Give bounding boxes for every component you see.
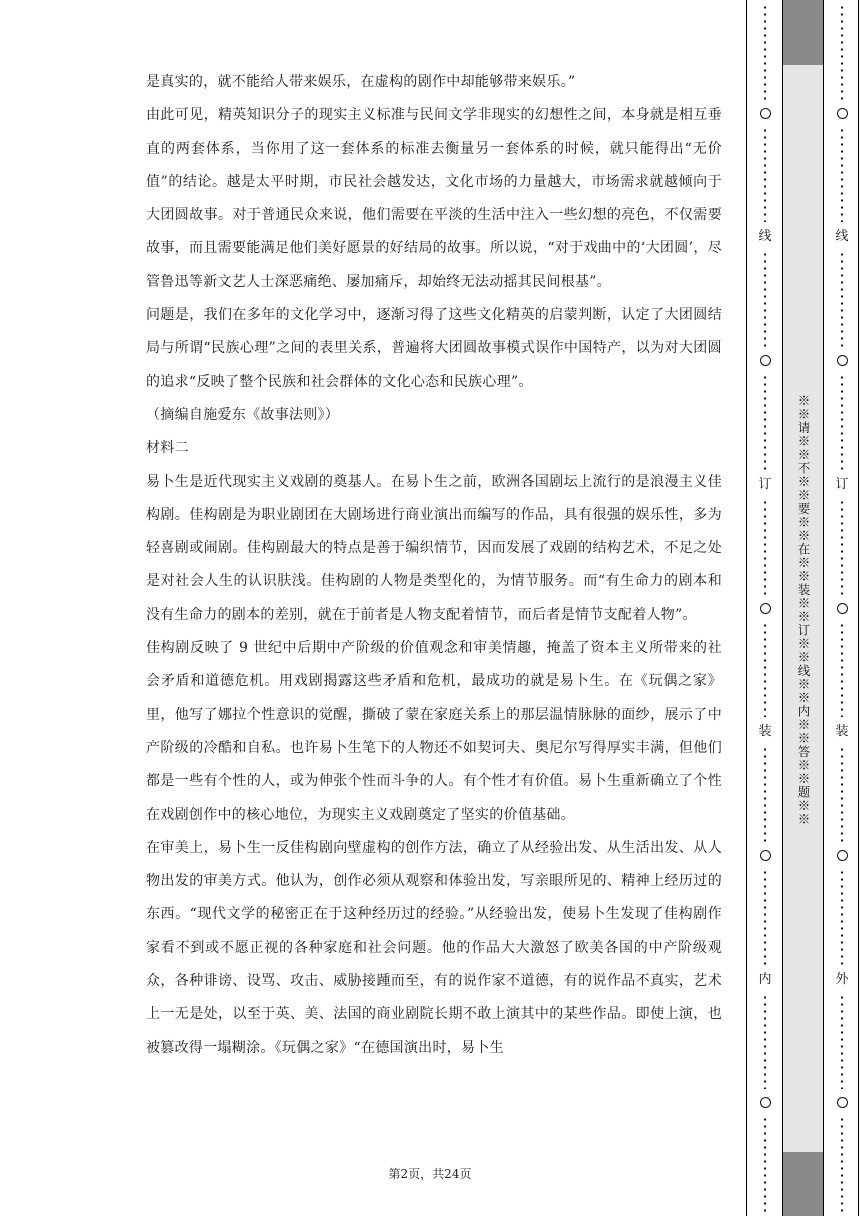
source-citation: （摘编自施爱东《故事法则》）	[146, 406, 340, 423]
binding-char: 装	[835, 724, 849, 740]
binding-line-inner-left	[782, 0, 783, 1216]
outer-binding-column	[833, 0, 851, 1216]
circle-marker	[760, 355, 771, 366]
circle-marker	[837, 355, 848, 366]
gray-block-bottom	[783, 1152, 823, 1216]
binding-char: 装	[758, 724, 772, 740]
binding-line-inner-right	[823, 0, 824, 1216]
inner-binding-column	[756, 0, 774, 1216]
binding-char: 外	[835, 971, 849, 987]
circle-marker	[837, 850, 848, 861]
binding-char: 订	[835, 476, 849, 492]
section-heading-material-2: 材料二	[146, 440, 189, 457]
circle-marker	[837, 108, 848, 119]
circle-marker	[837, 1097, 848, 1108]
gray-block-top	[783, 0, 823, 65]
document-body	[146, 66, 722, 1065]
circle-marker	[760, 108, 771, 119]
paragraph-6: 在审美上，易卜生一反佳构剧向壁虚构的创作方法，确立了从经验出发、从生活出发、从人物出发的审美方式。他认为，创作必须从观察和体验出发，写亲眼所见的、精神上经历过的东西。“现代文学的秘密正在于这种经历过的经验。”从经验出发，使易卜生发现了佳构剧作家看不到或不愿正视的各种家庭和社会问题。他的作品大大激怒了欧美各国的中产阶级观众，各种诽谤、设骂、攻击、威胁接踵而至，有的说作家不道德，有的说作品不真实，艺术上一无是处，以至于英、美、法国的商业剧院长期不敢上演其中的某些作品。即使上演，也被篡改得一塌糊涂。《玩偶之家》“在德国演出时，易卜生	[146, 839, 722, 1056]
binding-warning-text: ※※请※※不※※要※※在※※装※※订※※线※※内※※答※※题※※	[796, 394, 811, 826]
binding-char: 线	[758, 229, 772, 245]
circle-marker	[760, 850, 771, 861]
binding-line-left	[746, 0, 747, 1216]
paragraph-5: 佳构剧反映了 9 世纪中后期中产阶级的价值观念和审美情趣，掩盖了资本主义所带来的社会矛盾和道德危机。用戏剧揭露这些矛盾和危机，最成功的就是易卜生。在《玩偶之家》里，他写了娜拉个性意识的觉醒，撕破了蒙在家庭关系上的那层温情脉脉的面纱，展示了中产阶级的冷酷和自私。也许易卜生笔下的人物还不如契诃夫、奥尼尔写得厚实丰满，但他们都是一些有个性的人，或为伸张个性而斗争的人。有个性才有价值。易卜生重新确立了个性在戏剧创作中的核心地位，为现实主义戏剧奠定了坚实的价值基础。	[146, 640, 722, 823]
circle-marker	[760, 603, 771, 614]
binding-char: 内	[758, 971, 772, 987]
paragraph-3: 问题是，我们在多年的文化学习中，逐渐习得了这些文化精英的启蒙判断，认定了大团圆结局与所谓“民族心理”之间的表里关系，普遍将大团圆故事模式误作中国特产，以为对大团圆的追求“反映了整个民族和社会群体的文化心态和民族心理”。	[146, 307, 722, 390]
paragraph-1: 是真实的，就不能给人带来娱乐，在虚构的剧作中却能够带来娱乐。”	[146, 74, 576, 90]
binding-line-right	[858, 0, 859, 1216]
circle-marker	[760, 1097, 771, 1108]
binding-char: 订	[758, 476, 772, 492]
paragraph-2: 由此可见，精英知识分子的现实主义标准与民间文学非现实的幻想性之间，本身就是相互垂直的两套体系，当你用了这一套体系的标准去衡量另一套体系的时候，就只能得出“无价值”的结论。越是太平时期，市民社会越发达，文化市场的力量越大，市场需求就越倾向于大团圆故事。对于普通民众来说，他们需要在平淡的生活中注入一些幻想的亮色，不仅需要故事，而且需要能满足他们美好愿景的好结局的故事。所以说，“对于戏曲中的‘大团圆’，尽管鲁迅等新文艺人士深恶痛绝、屡加痛斥，却始终无法动摇其民间根基”。	[146, 107, 722, 290]
circle-marker	[837, 603, 848, 614]
page-number: 第2页，共24页	[388, 1167, 472, 1181]
binding-char: 线	[835, 229, 849, 245]
paragraph-4: 易卜生是近代现实主义戏剧的奠基人。在易卜生之前，欧洲各国剧坛上流行的是浪漫主义佳构剧。佳构剧是为职业剧团在大剧场进行商业演出而编写的作品，具有很强的娱乐性，多为轻喜剧或闹剧。佳构剧最大的特点是善于编织情节，因而发展了戏剧的结构艺术，不足之处是对社会人生的认识肤浅。佳构剧的人物是类型化的，为情节服务。而“有生命力的剧本和没有生命力的剧本的差别，就在于前者是人物支配着情节，而后者是情节支配着人物”。	[146, 473, 722, 623]
